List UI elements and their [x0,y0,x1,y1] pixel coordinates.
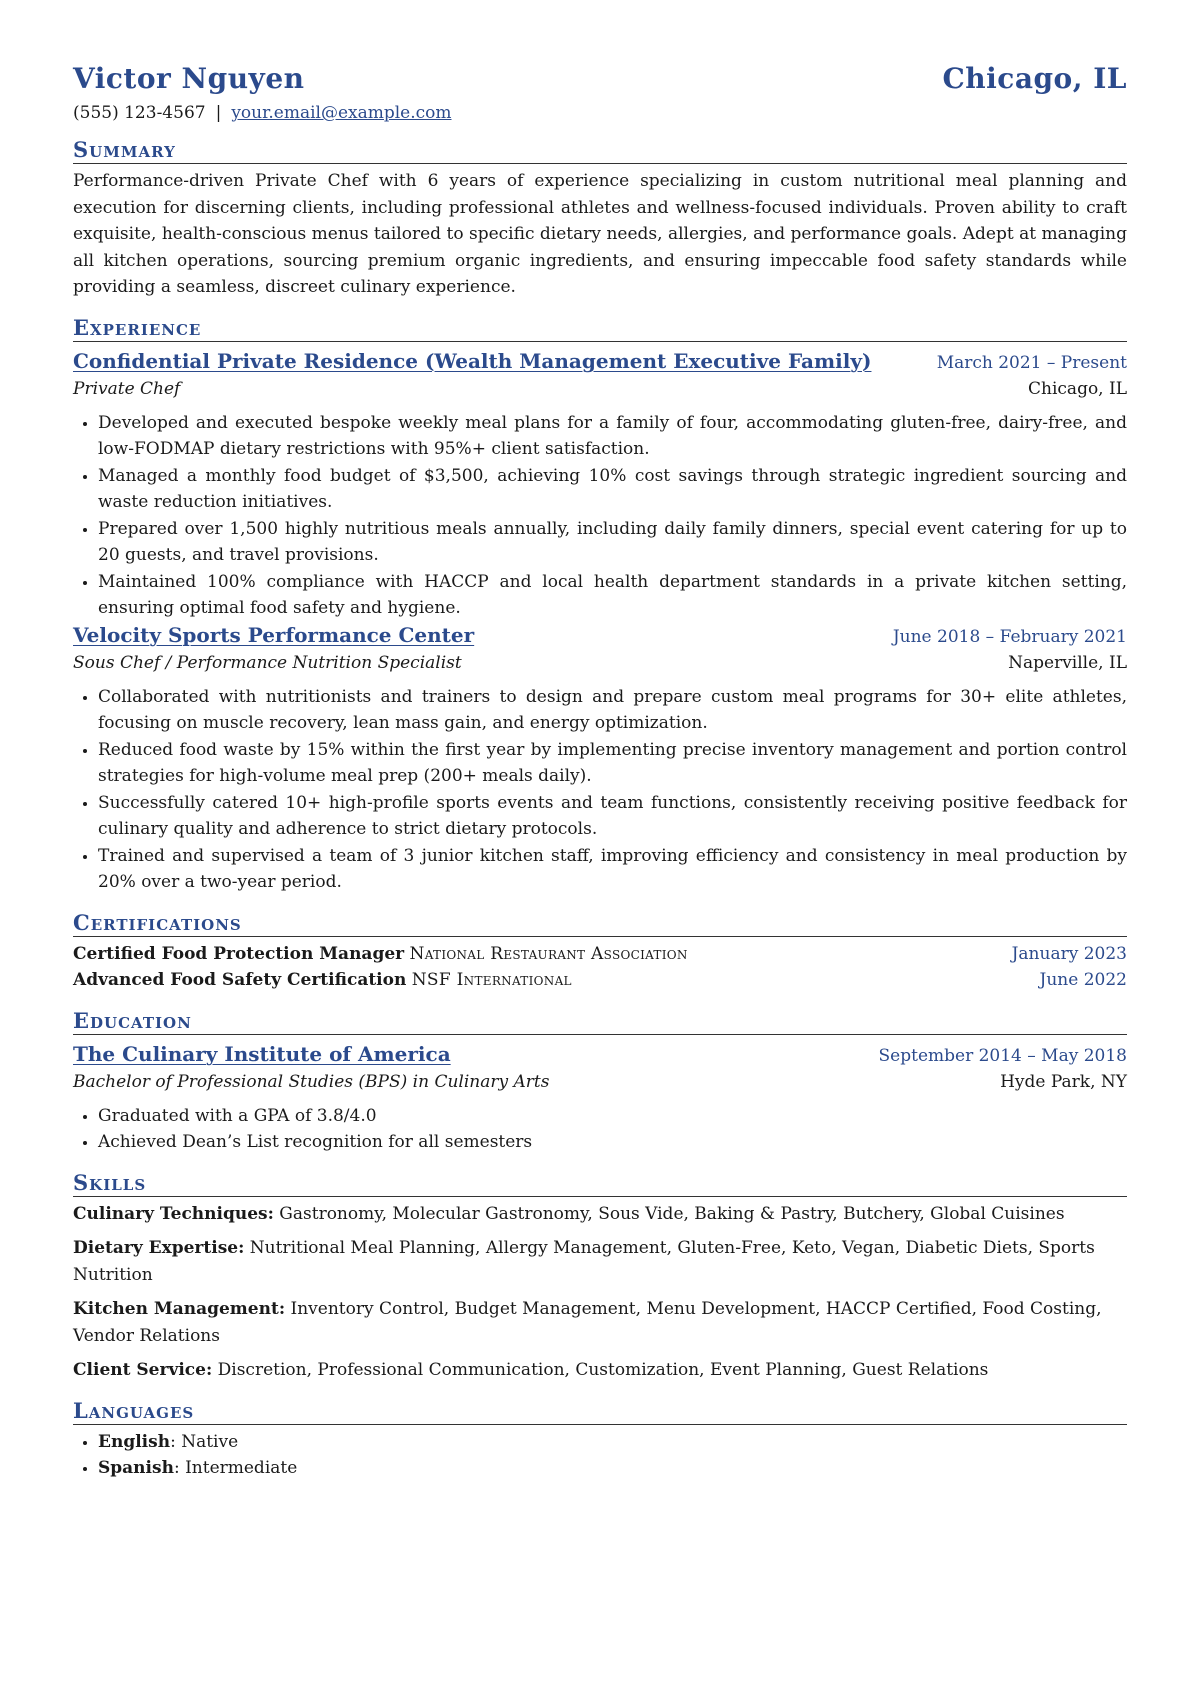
certification-date: June 2022 [1039,970,1127,990]
section-title-education: Education [73,1008,1127,1035]
candidate-name: Victor Nguyen [73,62,305,95]
job-bullet: • Successfully catered 10+ high-profile sports events and team functions, consistently receiving positive feedback for culinary quality and adherence to strict dietary protocols. [98,790,1127,843]
school-location: Hyde Park, NY [1000,1071,1127,1092]
certification-item [73,967,1127,994]
language-level: : Native [170,1431,239,1452]
language-item [98,1455,1127,1482]
skills-list [73,1201,1127,1384]
job-entry [73,348,1127,622]
language-name: Spanish [98,1458,174,1478]
skill-group-values: Gastronomy, Molecular Gastronomy, Sous Vide, Baking & Pastry, Butchery, Global Cuisines [279,1203,1065,1224]
certifications-list [73,941,1127,994]
skill-group [73,1296,1127,1349]
languages-list [73,1429,1127,1482]
job-bullets [73,410,1127,622]
job-dates: March 2021 – Present [936,352,1127,373]
skill-group [73,1357,1127,1384]
skill-group-label: Dietary Expertise: [73,1238,245,1258]
job-bullet: • Reduced food waste by 15% within the first year by implementing precise inventory management and portion control strategies for high-volume meal prep (200+ meals daily). [98,737,1127,790]
section-title-summary: Summary [73,137,1127,164]
certification-date: January 2023 [1011,943,1127,964]
job-employer-link[interactable]: Confidential Private Residence (Wealth Management Executive Family) [73,348,872,373]
job-bullets [73,684,1127,896]
section-title-languages: Languages [73,1398,1127,1425]
resume-header [73,62,1127,95]
skill-group-values: Nutritional Meal Planning, Allergy Management, Gluten-Free, Keto, Vegan, Diabetic Diets, Sports Nutrition [73,1238,1095,1285]
summary-text: Performance-driven Private Chef with 6 years of experience specializing in custom nutritional meal planning and execution for discerning clients, including professional athletes and wellness-focused individuals. Proven ability to craft exquisite, health-conscious menus tailored to specific dietary needs, allergies, and performance goals. Adept at managing all kitchen operations, sourcing premium organic ingredients, and ensuring impeccable food safety standards while providing a seamless, discreet culinary experience. [73,171,1127,297]
job-dates: June 2018 – February 2021 [892,626,1127,647]
degree-title: Bachelor of Professional Studies (BPS) in Culinary Arts [73,1071,550,1092]
section-title-experience: Experience [73,315,1127,342]
skill-group [73,1201,1127,1228]
phone-number: (555) 123-4567 [73,103,206,123]
skill-group-values: Inventory Control, Budget Management, Menu Development, HACCP Certified, Food Costing, Vendor Relations [73,1299,1102,1346]
job-bullet: • Collaborated with nutritionists and trainers to design and prepare custom meal programs for 30+ elite athletes, focusing on muscle recovery, lean mass gain, and energy optimization. [98,684,1127,737]
section-title-certifications: Certifications [73,910,1127,937]
education-bullet: • Achieved Dean’s List recognition for all semesters [98,1129,1127,1156]
job-bullet: • Developed and executed bespoke weekly meal plans for a family of four, accommodating gluten-free, dairy-free, and low-FODMAP dietary restrictions with 95%+ client satisfaction. [98,410,1127,463]
school-link[interactable]: The Culinary Institute of America [73,1041,451,1066]
certification-item [73,941,1127,968]
language-item [98,1429,1127,1456]
certification-issuer: National Restaurant Association [409,943,688,964]
job-title: Private Chef [73,378,181,399]
skill-group-label: Culinary Techniques: [73,1203,274,1224]
job-entry [73,622,1127,896]
job-title: Sous Chef / Performance Nutrition Specialist [73,652,462,673]
certification-name: Advanced Food Safety Certification [73,970,407,990]
certification-name: Certified Food Protection Manager [73,943,405,964]
education-dates: September 2014 – May 2018 [878,1045,1127,1066]
education-entry [73,1041,1127,1156]
skill-group [73,1235,1127,1288]
contact-line [73,103,1127,123]
job-bullet: • Maintained 100% compliance with HACCP and local health department standards in a private kitchen setting, ensuring optimal food safety and hygiene. [98,569,1127,622]
job-bullet: • Prepared over 1,500 highly nutritious meals annually, including daily family dinners, special event catering for up to 20 guests, and travel provisions. [98,516,1127,569]
education-bullets [73,1103,1127,1156]
skill-group-label: Client Service: [73,1360,213,1380]
job-bullet: • Trained and supervised a team of 3 junior kitchen staff, improving efficiency and consistency in meal production by 20% over a two-year period. [98,843,1127,896]
job-bullet: • Managed a monthly food budget of $3,500, achieving 10% cost savings through strategic ingredient sourcing and waste reduction initiatives. [98,463,1127,516]
skill-group-values: Discretion, Professional Communication, Customization, Event Planning, Guest Relations [217,1360,989,1380]
education-bullet: • Graduated with a GPA of 3.8/4.0 [98,1103,1127,1130]
job-location: Chicago, IL [1028,378,1127,399]
contact-separator: | [215,103,222,123]
email-link[interactable]: your.email@example.com [231,103,452,123]
language-level: : Intermediate [173,1458,298,1478]
certification-issuer: NSF International [411,970,572,990]
language-name: English [98,1431,171,1452]
job-employer-link[interactable]: Velocity Sports Performance Center [73,622,475,647]
job-location: Naperville, IL [1008,652,1127,673]
section-title-skills: Skills [73,1170,1127,1197]
candidate-location: Chicago, IL [942,62,1127,95]
skill-group-label: Kitchen Management: [73,1299,286,1319]
